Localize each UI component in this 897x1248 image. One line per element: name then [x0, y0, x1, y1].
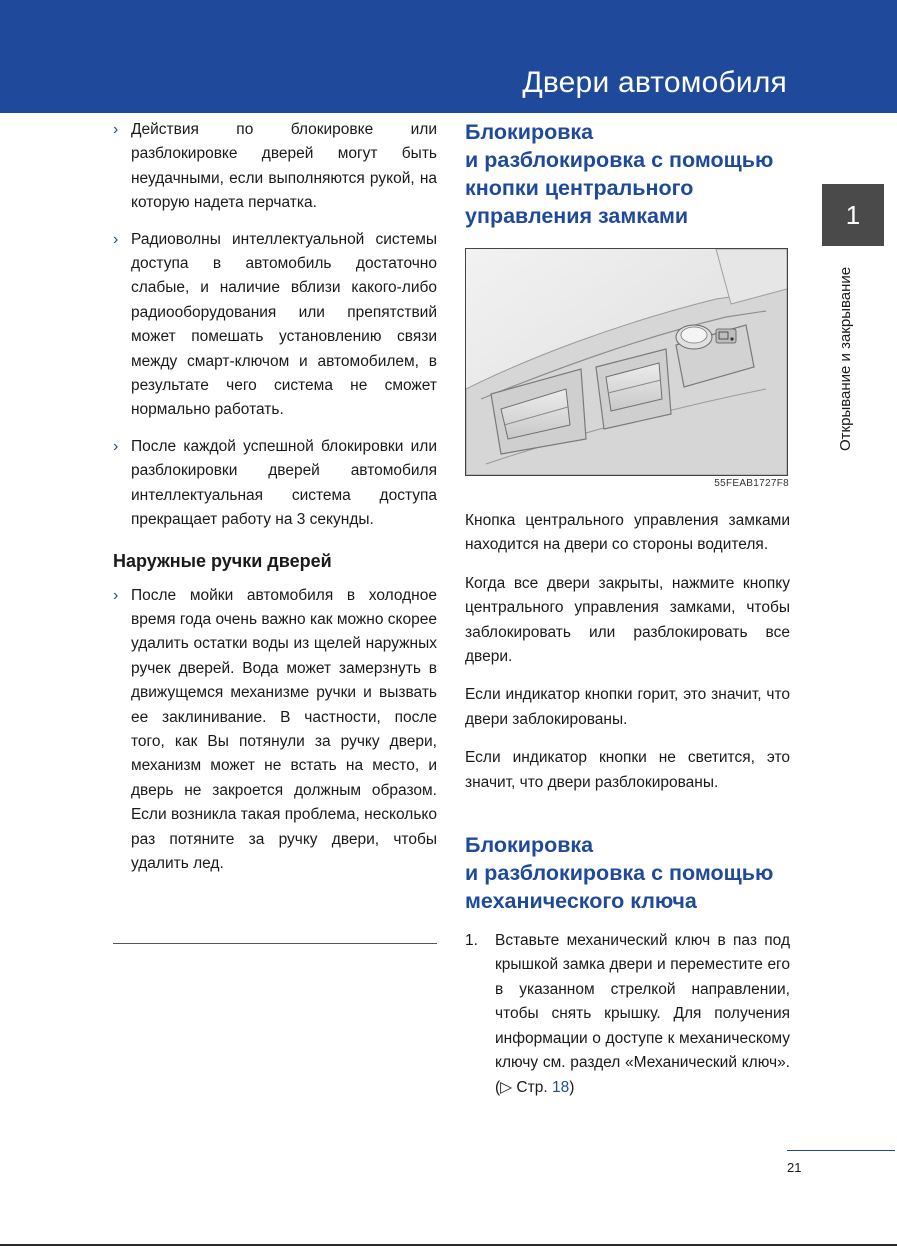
chapter-tab — [822, 184, 884, 246]
section-title — [465, 118, 790, 230]
step-number: 1. — [465, 932, 478, 950]
section-title-line: управления замками — [465, 204, 689, 228]
figure-code: 55FEAB1727F8 — [714, 478, 789, 489]
list-item — [113, 584, 437, 877]
list-item — [113, 228, 437, 423]
bullet-text: Радиоволны интеллектуальной системы доступа в автомобиль достаточно слабые, и наличие вблизи какого-либо радиооборудования или препятствий может помешать установлению связи между смарт-ключом и автомобилем, в результате чего система не сможет нормально работать. — [131, 230, 437, 419]
chapter-number: 1 — [845, 199, 861, 230]
chevron-right-icon: › — [113, 121, 119, 138]
paragraph: Когда все двери закрыты, нажмите кнопку центрального управления замками, чтобы заблокировать или разблокировать все двери. — [465, 574, 790, 666]
page-ref-word: Стр. — [516, 1078, 548, 1096]
section-title-line: Блокировка — [465, 833, 594, 858]
left-column — [113, 118, 437, 888]
section-title — [465, 831, 790, 915]
list-item — [113, 118, 437, 216]
page-ref-close: ) — [569, 1078, 575, 1096]
paragraph: Кнопка центрального управления замками находится на двери со стороны водителя. — [465, 512, 790, 554]
page-header-title: Двери автомобиля — [522, 66, 787, 99]
section-title-line: кнопки центрального — [465, 176, 694, 200]
door-panel-illustration — [466, 249, 787, 475]
page-ref-link[interactable]: 18 — [551, 1078, 570, 1096]
bullet-text: После мойки автомобиля в холодное время года очень важно как можно скорее удалить остатки воды из щелей наружных ручек дверей. Вода может замерзнуть в движущемся механизме ручки и вызвать ее заклинивание. В частности, после того, как Вы потянули за ручку двери, механизм может не встать на место, и дверь не закроется должным образом. Если возникла такая проблема, несколько раз потяните за ручку двери, чтобы удалить лед. — [131, 586, 437, 872]
chevron-right-icon: › — [113, 437, 119, 455]
page-ref-arrow-icon: ▷ — [500, 1078, 513, 1096]
chevron-right-icon: › — [113, 586, 119, 604]
list-item — [113, 435, 437, 533]
chevron-right-icon: › — [113, 230, 119, 248]
footer-rule — [787, 1150, 895, 1151]
bullet-text: Действия по блокировке или разблокировке дверей могут быть неудачными, если выполняются рукой, на которую надета перчатка. — [131, 121, 437, 212]
subsection-heading: Наружные ручки дверей — [113, 550, 332, 571]
numbered-step — [465, 929, 790, 1100]
section-title-line: и разблокировка с помощью — [465, 861, 774, 886]
section-title-line: и разблокировка с помощью — [465, 148, 774, 172]
bullet-text: После каждой успешной блокировки или разблокировки дверей автомобиля интеллектуальная система доступа прекращает работу на 3 секунды. — [131, 437, 437, 529]
lock-indicator-icon — [730, 337, 733, 340]
section-title-line: механического ключа — [465, 889, 697, 914]
page-bottom-rule — [0, 1244, 897, 1246]
right-column — [465, 118, 790, 1100]
divider — [113, 943, 437, 944]
paragraph: Если индикатор кнопки не светится, это значит, что двери разблокированы. — [465, 749, 790, 791]
chapter-side-label: Открывание и закрывание — [837, 266, 854, 451]
paragraph: Если индикатор кнопки горит, это значит, что двери заблокированы. — [465, 686, 790, 728]
door-panel-figure — [465, 248, 788, 476]
step-text: Вставьте механический ключ в паз под крышкой замка двери и переместите его в указанном стрелкой направлении, чтобы снять крышку. Для получения информации о доступе к механическому ключу см. раздел «Механический ключ». ( — [495, 932, 790, 1096]
section-title-line: Блокировка — [465, 120, 594, 144]
page-number: 21 — [787, 1160, 802, 1175]
